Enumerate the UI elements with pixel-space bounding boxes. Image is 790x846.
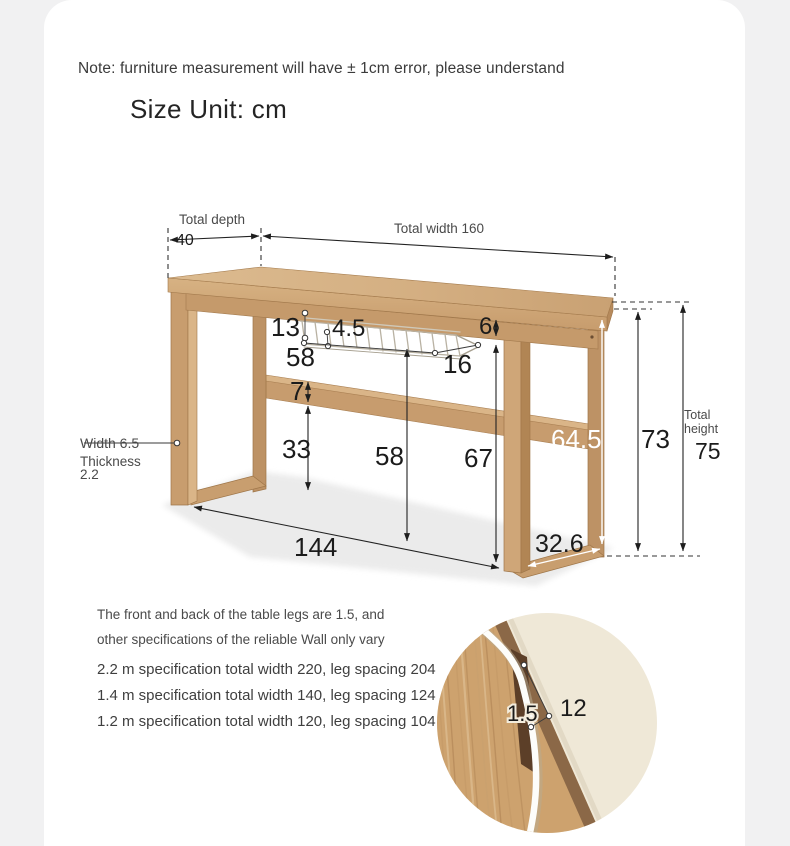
- total-height-label-line2: height: [684, 422, 719, 436]
- spec-item-1-4m: 1.4 m specification total width 140, leg spacing 124: [97, 687, 436, 704]
- dim-top-thickness: [80, 454, 141, 482]
- total-width-label: Total width 160: [394, 221, 485, 236]
- size-unit-heading: Size Unit: cm: [130, 94, 288, 124]
- tray-lip-value: 4.5: [332, 315, 366, 342]
- clearance-center-value: 58: [375, 441, 404, 471]
- spec-note-line1: The front and back of the table legs are 1.5, and: [97, 607, 385, 622]
- inset-gap-value: 1.5: [507, 701, 538, 726]
- tray-drop-value: 13: [271, 312, 300, 342]
- leg-inner-depth-value: 32.6: [535, 530, 584, 558]
- stretcher-bar: [266, 375, 589, 449]
- dim-leg-width: [80, 435, 180, 451]
- stretcher-to-floor-value: 33: [282, 434, 311, 464]
- clearance-front-value: 67: [464, 443, 493, 473]
- measurement-note: Note: furniture measurement will have ± 1cm error, please understand: [78, 60, 565, 77]
- spec-item-2-2m: 2.2 m specification total width 220, leg spacing 204: [97, 661, 436, 678]
- stretcher-thickness-value: 7: [290, 376, 305, 406]
- apron-height-value: 6: [479, 313, 493, 340]
- dim-underside-height: [638, 312, 670, 551]
- total-height-value: 75: [695, 438, 721, 464]
- thickness-value: 2.2: [80, 467, 99, 482]
- dim-total-height: [683, 305, 721, 551]
- inset-edge-value: 12: [560, 695, 587, 722]
- leg-width-label: Width 6.5: [80, 435, 140, 451]
- spec-item-1-2m: 1.2 m specification total width 120, leg spacing 104: [97, 713, 436, 730]
- stretcher-height-value: 64.5: [551, 424, 602, 454]
- dim-tray-depth: [432, 342, 480, 379]
- leg-span-value: 144: [294, 532, 338, 562]
- detail-inset-photo: [397, 586, 657, 846]
- tray-depth-value: 16: [443, 349, 472, 379]
- total-depth-value: 40: [176, 232, 194, 249]
- apron-fitting-dot: [590, 335, 593, 338]
- tray-length-value: 58: [286, 342, 315, 372]
- dim-tray-length: [286, 340, 435, 372]
- spec-note-line2: other specifications of the reliable Wall only vary: [97, 632, 385, 647]
- underside-height-value: 73: [641, 424, 670, 454]
- thickness-label: Thickness: [80, 454, 141, 469]
- total-height-label-line1: Total: [684, 408, 711, 422]
- total-depth-label: Total depth: [179, 212, 246, 227]
